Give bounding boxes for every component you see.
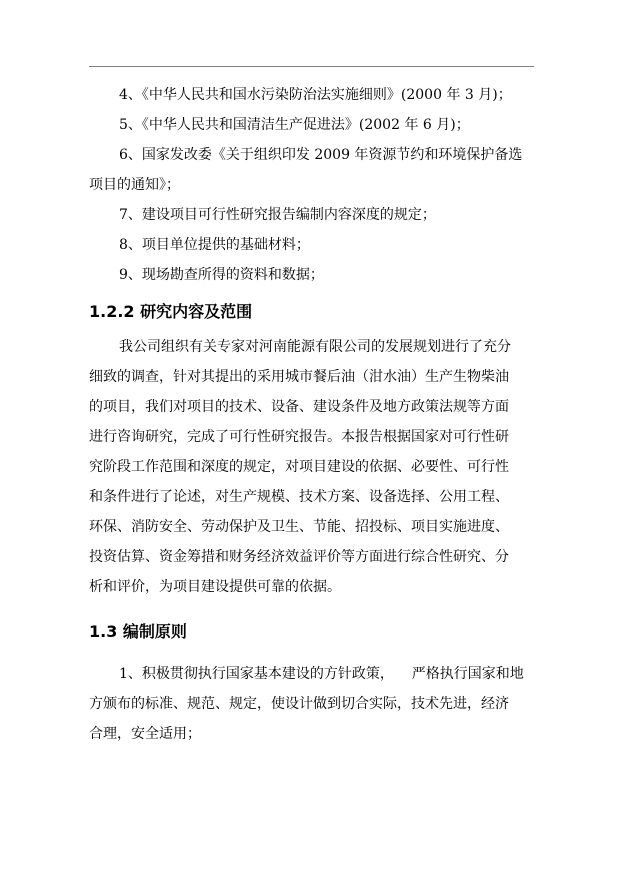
- section-heading-1-3: 1.3 编制原则: [89, 622, 187, 641]
- paragraph-line: 合理，安全适用；: [89, 726, 201, 742]
- paragraph-line: 进行咨询研究，完成了可行性研究报告。本报告根据国家对可行性研: [89, 429, 509, 445]
- paragraph-line: 细致的调查，针对其提出的采用城市餐后油（泔水油）生产生物柴油: [89, 369, 509, 385]
- paragraph-line: 环保、消防安全、劳动保护及卫生、节能、招投标、项目实施进度、: [89, 519, 509, 535]
- list-item-8: 8、项目单位提供的基础材料；: [119, 237, 310, 253]
- list-item-6: [89, 140, 534, 200]
- paragraph-line: 和条件进行了论述，对生产规模、技术方案、设备选择、公用工程、: [89, 489, 509, 505]
- list-item-6-line2: 项目的通知》；: [89, 177, 180, 193]
- paragraph-line: 我公司组织有关专家对河南能源有限公司的发展规划进行了充分: [119, 339, 511, 355]
- section-1-3-paragraph: [89, 659, 534, 749]
- list-item-5: 5、《中华人民共和国清洁生产促进法》(2002 年 6 月)；: [119, 117, 470, 133]
- paragraph-line: 方颁布的标准、规范、规定，使设计做到切合实际，技术先进，经济: [89, 696, 509, 712]
- paragraph-line: 析和评价，为项目建设提供可靠的依据。: [89, 579, 341, 595]
- header-rule: [89, 66, 534, 67]
- list-item-7: 7、建设项目可行性研究报告编制内容深度的规定；: [119, 207, 436, 223]
- paragraph-line: 的项目，我们对项目的技术、设备、建设条件及地方政策法规等方面: [89, 399, 509, 415]
- paragraph-line: 究阶段工作范围和深度的规定，对项目建设的依据、必要性、可行性: [89, 459, 509, 475]
- paragraph-line: 投资估算、资金筹措和财务经济效益评价等方面进行综合性研究、分: [89, 549, 509, 565]
- section-heading-1-2-2: 1.2.2 研究内容及范围: [89, 302, 253, 321]
- paragraph-line: 1、积极贯彻执行国家基本建设的方针政策， 严格执行国家和地: [119, 666, 524, 682]
- list-item-9: 9、现场勘查所得的资料和数据；: [119, 267, 324, 283]
- section-1-2-2-paragraph: [89, 332, 534, 602]
- list-item-6-line1: 6、国家发改委《关于组织印发 2009 年资源节约和环境保护备选: [119, 147, 523, 163]
- list-item-4: 4、《中华人民共和国水污染防治法实施细则》(2000 年 3 月)；: [119, 87, 512, 103]
- document-content: [89, 80, 534, 749]
